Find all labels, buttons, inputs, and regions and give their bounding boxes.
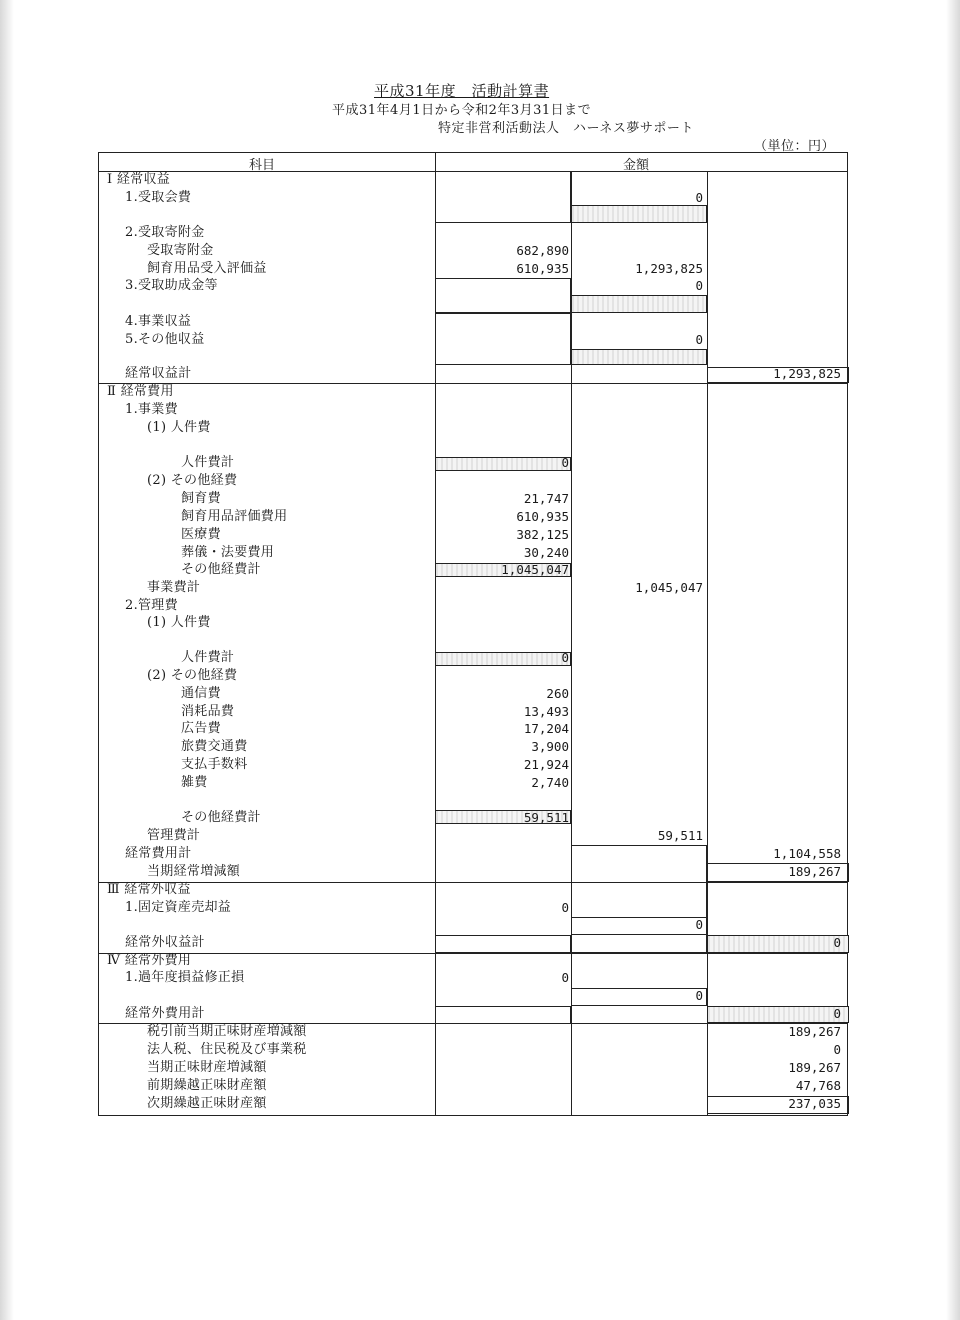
page-edge-shadow-left xyxy=(0,0,14,1320)
subtotal-box xyxy=(571,295,707,313)
cell-box xyxy=(435,935,571,953)
amount-c1: 2,740 xyxy=(531,775,569,790)
row-label: 飼育用品受入評価益 xyxy=(147,261,267,276)
amount-c2: 0 xyxy=(695,278,703,293)
row-label: 飼育用品評価費用 xyxy=(181,509,288,524)
amount-c1: 610,935 xyxy=(516,509,569,524)
subtotal-box xyxy=(571,349,707,365)
amount-c1: 21,747 xyxy=(523,491,569,506)
amount-c2: 0 xyxy=(695,917,703,932)
total-box xyxy=(707,1006,849,1023)
row-label: (1) 人件費 xyxy=(147,420,211,435)
row-label: 支払手数料 xyxy=(181,757,248,772)
row-label: 経常外収益計 xyxy=(125,935,205,950)
section-divider xyxy=(99,953,847,954)
row-label: (2) その他経費 xyxy=(147,473,238,488)
cell-box xyxy=(435,278,571,313)
row-label: 当期正味財産増減額 xyxy=(147,1060,267,1075)
row-label: 5.その他収益 xyxy=(125,332,205,347)
fiscal-period: 平成31年4月1日から令和2年3月31日まで xyxy=(332,103,592,118)
row-label: 広告費 xyxy=(181,721,221,736)
row-label: 事業費計 xyxy=(147,580,201,595)
row-label: 受取寄附金 xyxy=(147,243,214,258)
row-label: 通信費 xyxy=(181,686,221,701)
amount-c2: 0 xyxy=(695,988,703,1003)
section-divider xyxy=(99,882,847,883)
amount-c1: 610,935 xyxy=(516,261,569,276)
amount-c3: 0 xyxy=(833,1042,841,1057)
row-label: 2.管理費 xyxy=(125,598,178,613)
cell-box xyxy=(571,917,707,935)
amount-c1: 3,900 xyxy=(531,739,569,754)
organization-name: 特定非営利活動法人 ハーネス夢サポート xyxy=(438,121,694,136)
row-label: 経常収益計 xyxy=(125,366,192,381)
amount-c1: 13,493 xyxy=(523,704,569,719)
amount-c1: 0 xyxy=(561,455,569,470)
cell-box xyxy=(435,313,571,365)
amount-c1: 0 xyxy=(561,650,569,665)
amount-c2: 0 xyxy=(695,190,703,205)
document-title: 平成31年度 活動計算書 xyxy=(374,82,550,100)
amount-c2: 0 xyxy=(695,332,703,347)
amount-c1: 30,240 xyxy=(523,545,569,560)
row-label: (1) 人件費 xyxy=(147,615,211,630)
row-label: 経常費用計 xyxy=(125,846,192,861)
amount-c3: 1,293,825 xyxy=(773,366,841,381)
currency-unit: （単位：円） xyxy=(754,139,836,154)
section-divider xyxy=(99,383,847,384)
amount-c3: 1,104,558 xyxy=(773,846,841,861)
row-label: 当期経常増減額 xyxy=(147,864,241,879)
row-label: 経常外費用計 xyxy=(125,1006,205,1021)
page-edge-shadow-right xyxy=(946,0,960,1320)
amount-c1: 1,045,047 xyxy=(501,562,569,577)
row-label: 旅費交通費 xyxy=(181,739,248,754)
cell-box xyxy=(435,1006,571,1024)
row-label: 3.受取助成金等 xyxy=(125,278,218,293)
subtotal-box xyxy=(435,457,571,471)
amount-c1: 382,125 xyxy=(516,527,569,542)
row-label: 葬儀・法要費用 xyxy=(181,545,275,560)
amount-c3: 237,035 xyxy=(788,1096,841,1111)
row-label: 1.受取会費 xyxy=(125,190,192,205)
amount-c3: 189,267 xyxy=(788,864,841,879)
row-label: (2) その他経費 xyxy=(147,668,238,683)
amount-c3: 0 xyxy=(833,1006,841,1021)
row-label: 前期繰越正味財産額 xyxy=(147,1078,267,1093)
row-label: Ⅱ 経常費用 xyxy=(107,384,174,399)
row-label: その他経費計 xyxy=(181,562,261,577)
amount-c1: 21,924 xyxy=(523,757,569,772)
row-label: 1.固定資産売却益 xyxy=(125,900,232,915)
amount-c1: 0 xyxy=(561,900,569,915)
row-label: 医療費 xyxy=(181,527,221,542)
amount-c1: 260 xyxy=(546,686,569,701)
subtotal-box xyxy=(435,652,571,666)
amount-c3: 189,267 xyxy=(788,1024,841,1039)
amount-c3: 47,768 xyxy=(795,1078,841,1093)
cell-box xyxy=(571,988,707,1006)
column-divider-3 xyxy=(707,171,708,1115)
amount-c1: 59,511 xyxy=(523,810,569,825)
cell-box xyxy=(571,845,707,953)
row-label: Ⅰ 経常収益 xyxy=(107,172,171,187)
row-label: 次期繰越正味財産額 xyxy=(147,1096,267,1111)
total-box xyxy=(707,935,849,953)
row-label: 法人税、住民税及び事業税 xyxy=(147,1042,307,1057)
row-label: 雑費 xyxy=(181,775,208,790)
amount-c1: 17,204 xyxy=(523,721,569,736)
row-label: 2.受取寄附金 xyxy=(125,225,205,240)
cell-box xyxy=(435,171,571,223)
subtotal-box xyxy=(571,205,707,223)
row-label: 消耗品費 xyxy=(181,704,235,719)
row-label: 1.事業費 xyxy=(125,402,178,417)
amount-c3: 0 xyxy=(833,935,841,950)
row-label: 管理費計 xyxy=(147,828,201,843)
amount-c2: 1,293,825 xyxy=(635,261,703,276)
amount-c3: 189,267 xyxy=(788,1060,841,1075)
row-label: 人件費計 xyxy=(181,455,235,470)
row-label: その他経費計 xyxy=(181,810,261,825)
row-label: 1.過年度損益修正損 xyxy=(125,970,245,985)
amount-c1: 0 xyxy=(561,970,569,985)
row-label: 飼育費 xyxy=(181,491,221,506)
activity-statement-table xyxy=(98,152,848,1116)
amount-c2: 1,045,047 xyxy=(635,580,703,595)
row-label: 人件費計 xyxy=(181,650,235,665)
column-header-amount: 金額 xyxy=(623,158,650,173)
row-label: Ⅳ 経常外費用 xyxy=(107,953,192,968)
row-label: Ⅲ 経常外収益 xyxy=(107,882,191,897)
amount-c1: 682,890 xyxy=(516,243,569,258)
amount-c2: 59,511 xyxy=(657,828,703,843)
row-label: 4.事業収益 xyxy=(125,314,192,329)
row-label: 税引前当期正味財産増減額 xyxy=(147,1024,307,1039)
column-header-item: 科目 xyxy=(249,158,276,173)
